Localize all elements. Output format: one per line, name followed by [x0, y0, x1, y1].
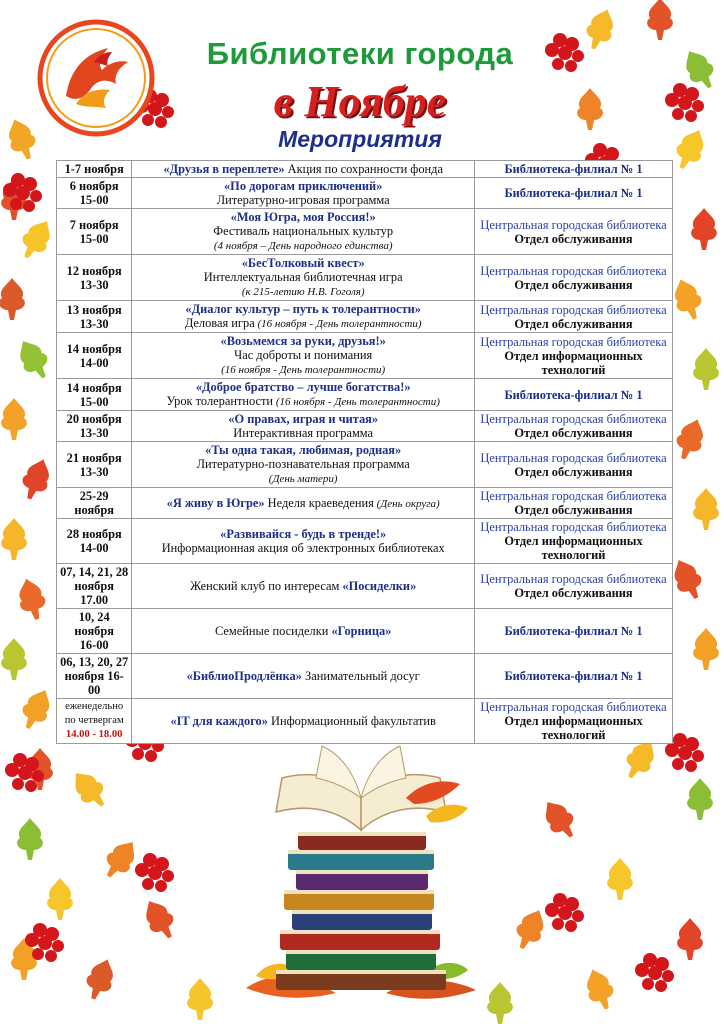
event-row: [57, 209, 673, 255]
venue-department: Отдел обслуживания: [514, 586, 633, 600]
event-name: «Диалог культур – путь к толерантности»: [185, 302, 421, 316]
event-venue: [475, 379, 673, 411]
event-type: Интерактивная программа: [233, 426, 374, 440]
event-name: «Горница»: [331, 624, 392, 638]
event-venue: [475, 411, 673, 442]
event-row: [57, 488, 673, 519]
event-row: [57, 333, 673, 379]
event-description: [132, 161, 475, 178]
event-description: [132, 654, 475, 699]
event-description: [132, 209, 475, 255]
event-type: Урок толерантности: [166, 394, 274, 408]
events-table: [56, 160, 673, 744]
event-name: «Друзья в переплете»: [163, 162, 285, 176]
event-date-line: еженедельно: [65, 701, 124, 712]
event-name: «Ты одна такая, любимая, родная»: [205, 443, 402, 457]
event-type: Деловая игра: [184, 316, 255, 330]
event-date-line: 13-30: [79, 277, 109, 292]
event-date: [57, 442, 132, 488]
event-date-line: 13-30: [79, 426, 109, 440]
event-date-line: 14-00: [79, 355, 109, 370]
event-date-line: 20 ноября: [66, 412, 122, 426]
venue-department: Отдел информационных технологий: [504, 534, 643, 562]
event-venue: [475, 178, 673, 209]
venue-library: Центральная городская библиотека: [480, 412, 667, 426]
event-date-line: 21 ноября: [66, 450, 122, 465]
event-date-line: 13-30: [79, 464, 109, 479]
event-venue: [475, 564, 673, 609]
event-venue: [475, 301, 673, 333]
venue-department: Отдел информационных технологий: [504, 348, 643, 377]
event-type: Интеллектуальная библиотечная игра: [203, 270, 403, 284]
event-date-line: 15-00: [79, 231, 109, 246]
event-description: [132, 488, 475, 519]
event-name: «Посиделки»: [342, 579, 417, 593]
event-venue: [475, 654, 673, 699]
event-description: [132, 411, 475, 442]
event-date: [57, 209, 132, 255]
event-date: [57, 301, 132, 333]
venue-library: Центральная городская библиотека: [480, 572, 667, 586]
event-row: [57, 442, 673, 488]
event-name: «IT для каждого»: [170, 714, 268, 728]
event-date-line: 15-00: [79, 193, 109, 207]
event-date-line: 13-30: [79, 316, 109, 331]
event-date-line: 15-00: [79, 394, 109, 409]
venue-department: Отдел обслуживания: [514, 464, 633, 479]
event-venue: [475, 442, 673, 488]
event-description: [132, 301, 475, 333]
event-description: [132, 379, 475, 411]
event-venue: [475, 488, 673, 519]
event-type: Неделя краеведения: [264, 495, 374, 510]
event-date-line: ноября 17.00: [74, 579, 114, 607]
event-row: [57, 564, 673, 609]
event-type: Акция по сохранности фонда: [284, 162, 443, 176]
event-description: [132, 333, 475, 379]
event-description: [132, 699, 475, 744]
event-date: [57, 654, 132, 699]
venue-library: Центральная городская библиотека: [480, 700, 667, 714]
event-row: [57, 609, 673, 654]
venue-branch: Библиотека-филиал № 1: [504, 669, 643, 683]
venue-branch: Библиотека-филиал № 1: [504, 162, 643, 176]
event-note: (День округа): [373, 497, 440, 510]
venue-library: Центральная городская библиотека: [480, 334, 667, 349]
event-date-line: 14-00: [79, 541, 109, 555]
event-date-line: 16-00: [79, 638, 109, 652]
event-name: «Возьмемся за руки, друзья!»: [220, 334, 386, 348]
page-subtitle: Мероприятия: [278, 126, 442, 152]
event-date-line: 12 ноября: [66, 263, 122, 278]
event-date-line: ноября: [74, 503, 114, 517]
event-description: [132, 255, 475, 301]
venue-department: Отдел обслуживания: [514, 231, 633, 246]
page-title-line2: в Ноябре: [273, 77, 447, 126]
event-prefix: Семейные посиделки: [215, 624, 332, 638]
event-row: [57, 519, 673, 564]
event-date: [57, 699, 132, 744]
venue-library: Центральная городская библиотека: [480, 520, 667, 534]
event-date-line: 25-29: [79, 489, 109, 503]
venue-branch: Библиотека-филиал № 1: [504, 186, 643, 200]
venue-library: Центральная городская библиотека: [480, 302, 667, 317]
event-description: [132, 609, 475, 654]
event-date: [57, 333, 132, 379]
venue-library: Центральная городская библиотека: [480, 489, 667, 503]
venue-department: Отдел информационных технологий: [504, 714, 643, 742]
event-type: Информационная акция об электронных библиотеках: [161, 541, 445, 555]
event-type: Литературно-познавательная программа: [196, 457, 410, 471]
event-row: [57, 161, 673, 178]
event-note: (16 ноября - День толерантности): [254, 318, 422, 330]
venue-department: Отдел обслуживания: [514, 316, 633, 331]
venue-department: Отдел обслуживания: [514, 277, 633, 292]
event-venue: [475, 255, 673, 301]
event-venue: [475, 519, 673, 564]
event-date-line: 7 ноября: [69, 217, 119, 232]
event-venue: [475, 699, 673, 744]
event-date: [57, 178, 132, 209]
event-name: «Моя Югра, моя Россия!»: [230, 210, 376, 224]
event-description: [132, 442, 475, 488]
event-name: «Я живу в Югре»: [166, 495, 265, 510]
event-row: [57, 178, 673, 209]
venue-department: Отдел обслуживания: [514, 503, 633, 517]
event-name: «Развивайся - будь в тренде!»: [220, 527, 387, 541]
event-name: «БесТолковый квест»: [241, 256, 365, 270]
event-row: [57, 411, 673, 442]
event-type: Фестиваль национальных культур: [213, 224, 394, 238]
event-row: [57, 379, 673, 411]
event-date-line: 14.00 - 18.00: [65, 729, 123, 740]
event-date-line: 14 ноября: [66, 380, 122, 395]
event-venue: [475, 209, 673, 255]
event-name: «О правах, играя и читая»: [228, 412, 379, 426]
event-date-line: 10, 24 ноября: [74, 610, 114, 638]
event-type: Занимательный досуг: [301, 669, 420, 683]
event-date: [57, 609, 132, 654]
event-date: [57, 379, 132, 411]
event-date: [57, 255, 132, 301]
event-name: «По дорогам приключений»: [223, 179, 383, 193]
book-stack-illustration: [236, 738, 486, 1008]
event-row: [57, 255, 673, 301]
event-note: (4 ноября – День народного единства): [213, 240, 393, 252]
event-row: [57, 654, 673, 699]
venue-library: Центральная городская библиотека: [480, 217, 667, 232]
event-description: [132, 178, 475, 209]
venue-department: Отдел обслуживания: [514, 426, 633, 440]
event-date: [57, 411, 132, 442]
event-type: Литературно-игровая программа: [216, 193, 390, 207]
event-date: [57, 564, 132, 609]
event-note: (16 ноября - День толерантности): [221, 364, 386, 376]
event-date-line: по четвергам: [64, 715, 124, 726]
event-date-line: 06, 13, 20, 27: [60, 655, 129, 669]
event-type: Информационный факультатив: [267, 714, 436, 728]
event-note: (16 ноября - День толерантности): [273, 396, 440, 408]
event-description: [132, 564, 475, 609]
event-venue: [475, 333, 673, 379]
event-venue: [475, 609, 673, 654]
venue-branch: Библиотека-филиал № 1: [504, 387, 643, 402]
event-date: [57, 488, 132, 519]
venue-library: Центральная городская библиотека: [480, 450, 667, 465]
venue-library: Центральная городская библиотека: [480, 263, 667, 278]
event-type: Час доброты и понимания: [234, 348, 373, 362]
event-date-line: ноября 16-00: [64, 669, 124, 697]
event-date: [57, 161, 132, 178]
event-date-line: 07, 14, 21, 28: [60, 565, 129, 579]
event-row: [57, 301, 673, 333]
event-date-line: 6 ноября: [69, 179, 119, 193]
event-name: «БиблиоПродлёнка»: [186, 669, 302, 683]
event-date-line: 13 ноября: [66, 302, 122, 317]
event-row: [57, 699, 673, 744]
event-name: «Доброе братство – лучше богатства!»: [195, 380, 411, 394]
event-description: [132, 519, 475, 564]
phoenix-logo: [36, 18, 156, 138]
page-title-line1: Библиотеки города: [206, 36, 514, 71]
event-venue: [475, 161, 673, 178]
event-date: [57, 519, 132, 564]
event-date-line: 1-7 ноября: [64, 162, 124, 176]
event-note: (к 215-летию Н.В. Гоголя): [241, 286, 365, 298]
venue-branch: Библиотека-филиал № 1: [504, 624, 643, 638]
event-date-line: 14 ноября: [66, 341, 122, 356]
event-note: (День матери): [268, 473, 338, 485]
event-prefix: Женский клуб по интересам: [190, 579, 343, 593]
event-date-line: 28 ноября: [66, 527, 122, 541]
